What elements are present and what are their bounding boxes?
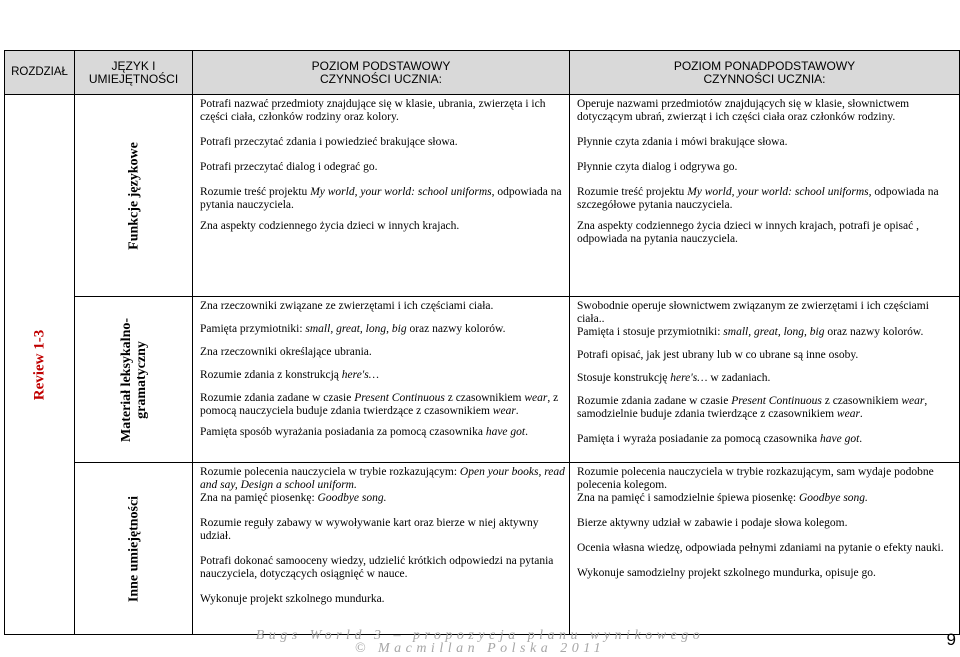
- other-basic-0: Rozumie polecenia nauczyciela w trybie rozkazującym: Open your books, read and say, Design a school uniform.: [200, 466, 565, 491]
- lexical-basic-1: Pamięta przymiotniki: small, great, long, big oraz nazwy kolorów.: [200, 323, 506, 335]
- lexical-basic-3: Rozumie zdania z konstrukcją here's…: [200, 369, 379, 381]
- functions-advanced-cell: [570, 95, 960, 297]
- other-basic-4: Wykonuje projekt szkolnego mundurka.: [200, 593, 385, 605]
- header-advanced-line1: POZIOM PONADPODSTAWOWY: [673, 58, 856, 73]
- functions-advanced-0: Operuje nazwami przedmiotów znajdujących się w klasie, słownictwem dotyczącym ubrań, zwierząt i ich części ciała oraz członków rodziny.: [577, 98, 910, 123]
- chapter-label: Review 1-3: [31, 329, 47, 400]
- header-basic: [193, 51, 570, 95]
- lexical-advanced-3: Stosuje konstrukcję here's… w zadaniach.: [577, 372, 771, 384]
- lexical-advanced-4: Rozumie zdania zadane w czasie Present Continuous z czasownikiem wear, samodzielnie buduje zdania twierdzące z czasownikiem wear.: [577, 395, 928, 420]
- other-advanced-3: Ocenia własna wiedzę, odpowiada pełnymi zdaniami na pytanie o efekty nauki.: [577, 542, 944, 554]
- functions-label: Funkcje językowe: [126, 141, 141, 250]
- other-advanced-cell: [570, 463, 960, 635]
- lexical-advanced-2: Potrafi opisać, jak jest ubrany lub w co ubrane są inne osoby.: [577, 349, 859, 361]
- header-rozdzial: ROZDZIAŁ: [5, 51, 75, 95]
- lexical-basic-4: Rozumie zdania zadane w czasie Present Continuous z czasownikiem wear, z pomocą nauczyciela buduje zdania twierdzące z czasownikiem wear.: [200, 392, 559, 417]
- other-basic-3: Potrafi dokonać samooceny wiedzy, udzielić krótkich odpowiedzi na pytania nauczyciela, dotyczących osiągnięć w nauce.: [200, 555, 554, 580]
- functions-advanced-1: Płynnie czyta zdania i mówi brakujące słowa.: [577, 136, 788, 148]
- functions-basic-cell: [193, 95, 570, 297]
- row-other: [5, 463, 960, 635]
- lexical-basic-cell: [193, 297, 570, 463]
- header-advanced: [570, 51, 960, 95]
- lexical-advanced-cell: [570, 297, 960, 463]
- plan-table: [4, 50, 960, 635]
- row-functions: [5, 95, 960, 297]
- row-lexical: [5, 297, 960, 463]
- functions-basic-4: Zna aspekty codziennego życia dzieci w innych krajach.: [200, 220, 460, 232]
- lexical-label-line1: Materiał leksykalno-: [118, 317, 134, 442]
- header-jezyk: JĘZYK I UMIEJĘTNOŚCI: [75, 51, 193, 95]
- other-advanced-1: Zna na pamięć i samodzielnie śpiewa piosenkę: Goodbye song.: [577, 492, 868, 504]
- header-basic-line2: CZYNNOŚCI UCZNIA:: [319, 71, 442, 86]
- functions-advanced-3: Rozumie treść projektu My world, your world: school uniforms, odpowiada na szczegółowe pytania nauczyciela.: [577, 186, 939, 211]
- header-basic-line1: POZIOM PODSTAWOWY: [311, 58, 451, 73]
- lexical-advanced-0: Swobodnie operuje słownictwem związanym ze zwierzętami i ich częściami ciała..: [577, 300, 929, 325]
- lexical-label: [119, 317, 149, 441]
- header-row: [5, 51, 960, 95]
- footer-line2: © Macmillan Polska 2011: [354, 641, 606, 656]
- header-advanced-line2: CZYNNOŚCI UCZNIA:: [703, 71, 826, 86]
- functions-basic-1: Potrafi przeczytać zdania i powiedzieć brakujące słowa.: [200, 136, 458, 148]
- lexical-advanced-5: Pamięta i wyraża posiadanie za pomocą czasownika have got.: [577, 433, 863, 445]
- other-basic-cell: [193, 463, 570, 635]
- functions-label-cell: [75, 95, 193, 297]
- functions-basic-0: Potrafi nazwać przedmioty znajdujące się w klasie, ubrania, zwierzęta i ich części ciała, członków rodziny oraz kolory.: [200, 98, 546, 123]
- other-label: Inne umiejętności: [126, 495, 141, 602]
- lexical-label-line2: gramatyczny: [133, 340, 149, 419]
- other-advanced-2: Bierze aktywny udział w zabawie i podaje słowa kolegom.: [577, 517, 848, 529]
- functions-advanced-4: Zna aspekty codziennego życia dzieci w innych krajach, potrafi je opisać , odpowiada na pytania nauczyciela.: [577, 220, 919, 245]
- lexical-basic-5: Pamięta sposób wyrażania posiadania za pomocą czasownika have got.: [200, 426, 528, 438]
- functions-advanced-2: Płynnie czyta dialog i odgrywa go.: [577, 161, 738, 173]
- lexical-advanced-1: Pamięta i stosuje przymiotniki: small, great, long, big oraz nazwy kolorów.: [577, 326, 924, 338]
- lexical-basic-2: Zna rzeczowniki określające ubrania.: [200, 346, 372, 358]
- page-number: 9: [946, 630, 956, 649]
- other-advanced-4: Wykonuje samodzielny projekt szkolnego mundurka, opisuje go.: [577, 567, 876, 579]
- footer-line1: Bugs World 3 – propozycja planu wynikowego: [255, 628, 705, 643]
- lexical-basic-0: Zna rzeczowniki związane ze zwierzętami i ich częściami ciała.: [200, 300, 494, 312]
- other-basic-2: Rozumie reguły zabawy w wywoływanie kart oraz bierze w niej aktywny udział.: [200, 517, 539, 542]
- chapter-cell: [5, 95, 75, 635]
- functions-basic-2: Potrafi przeczytać dialog i odegrać go.: [200, 161, 378, 173]
- other-advanced-0: Rozumie polecenia nauczyciela w trybie rozkazującym, sam wydaje podobne polecenia kolegom.: [577, 466, 934, 491]
- other-label-cell: [75, 463, 193, 635]
- other-basic-1: Zna na pamięć piosenkę: Goodbye song.: [200, 492, 387, 504]
- lexical-label-cell: [75, 297, 193, 463]
- functions-basic-3: Rozumie treść projektu My world, your world: school uniforms, odpowiada na pytania nauczyciela.: [200, 186, 562, 211]
